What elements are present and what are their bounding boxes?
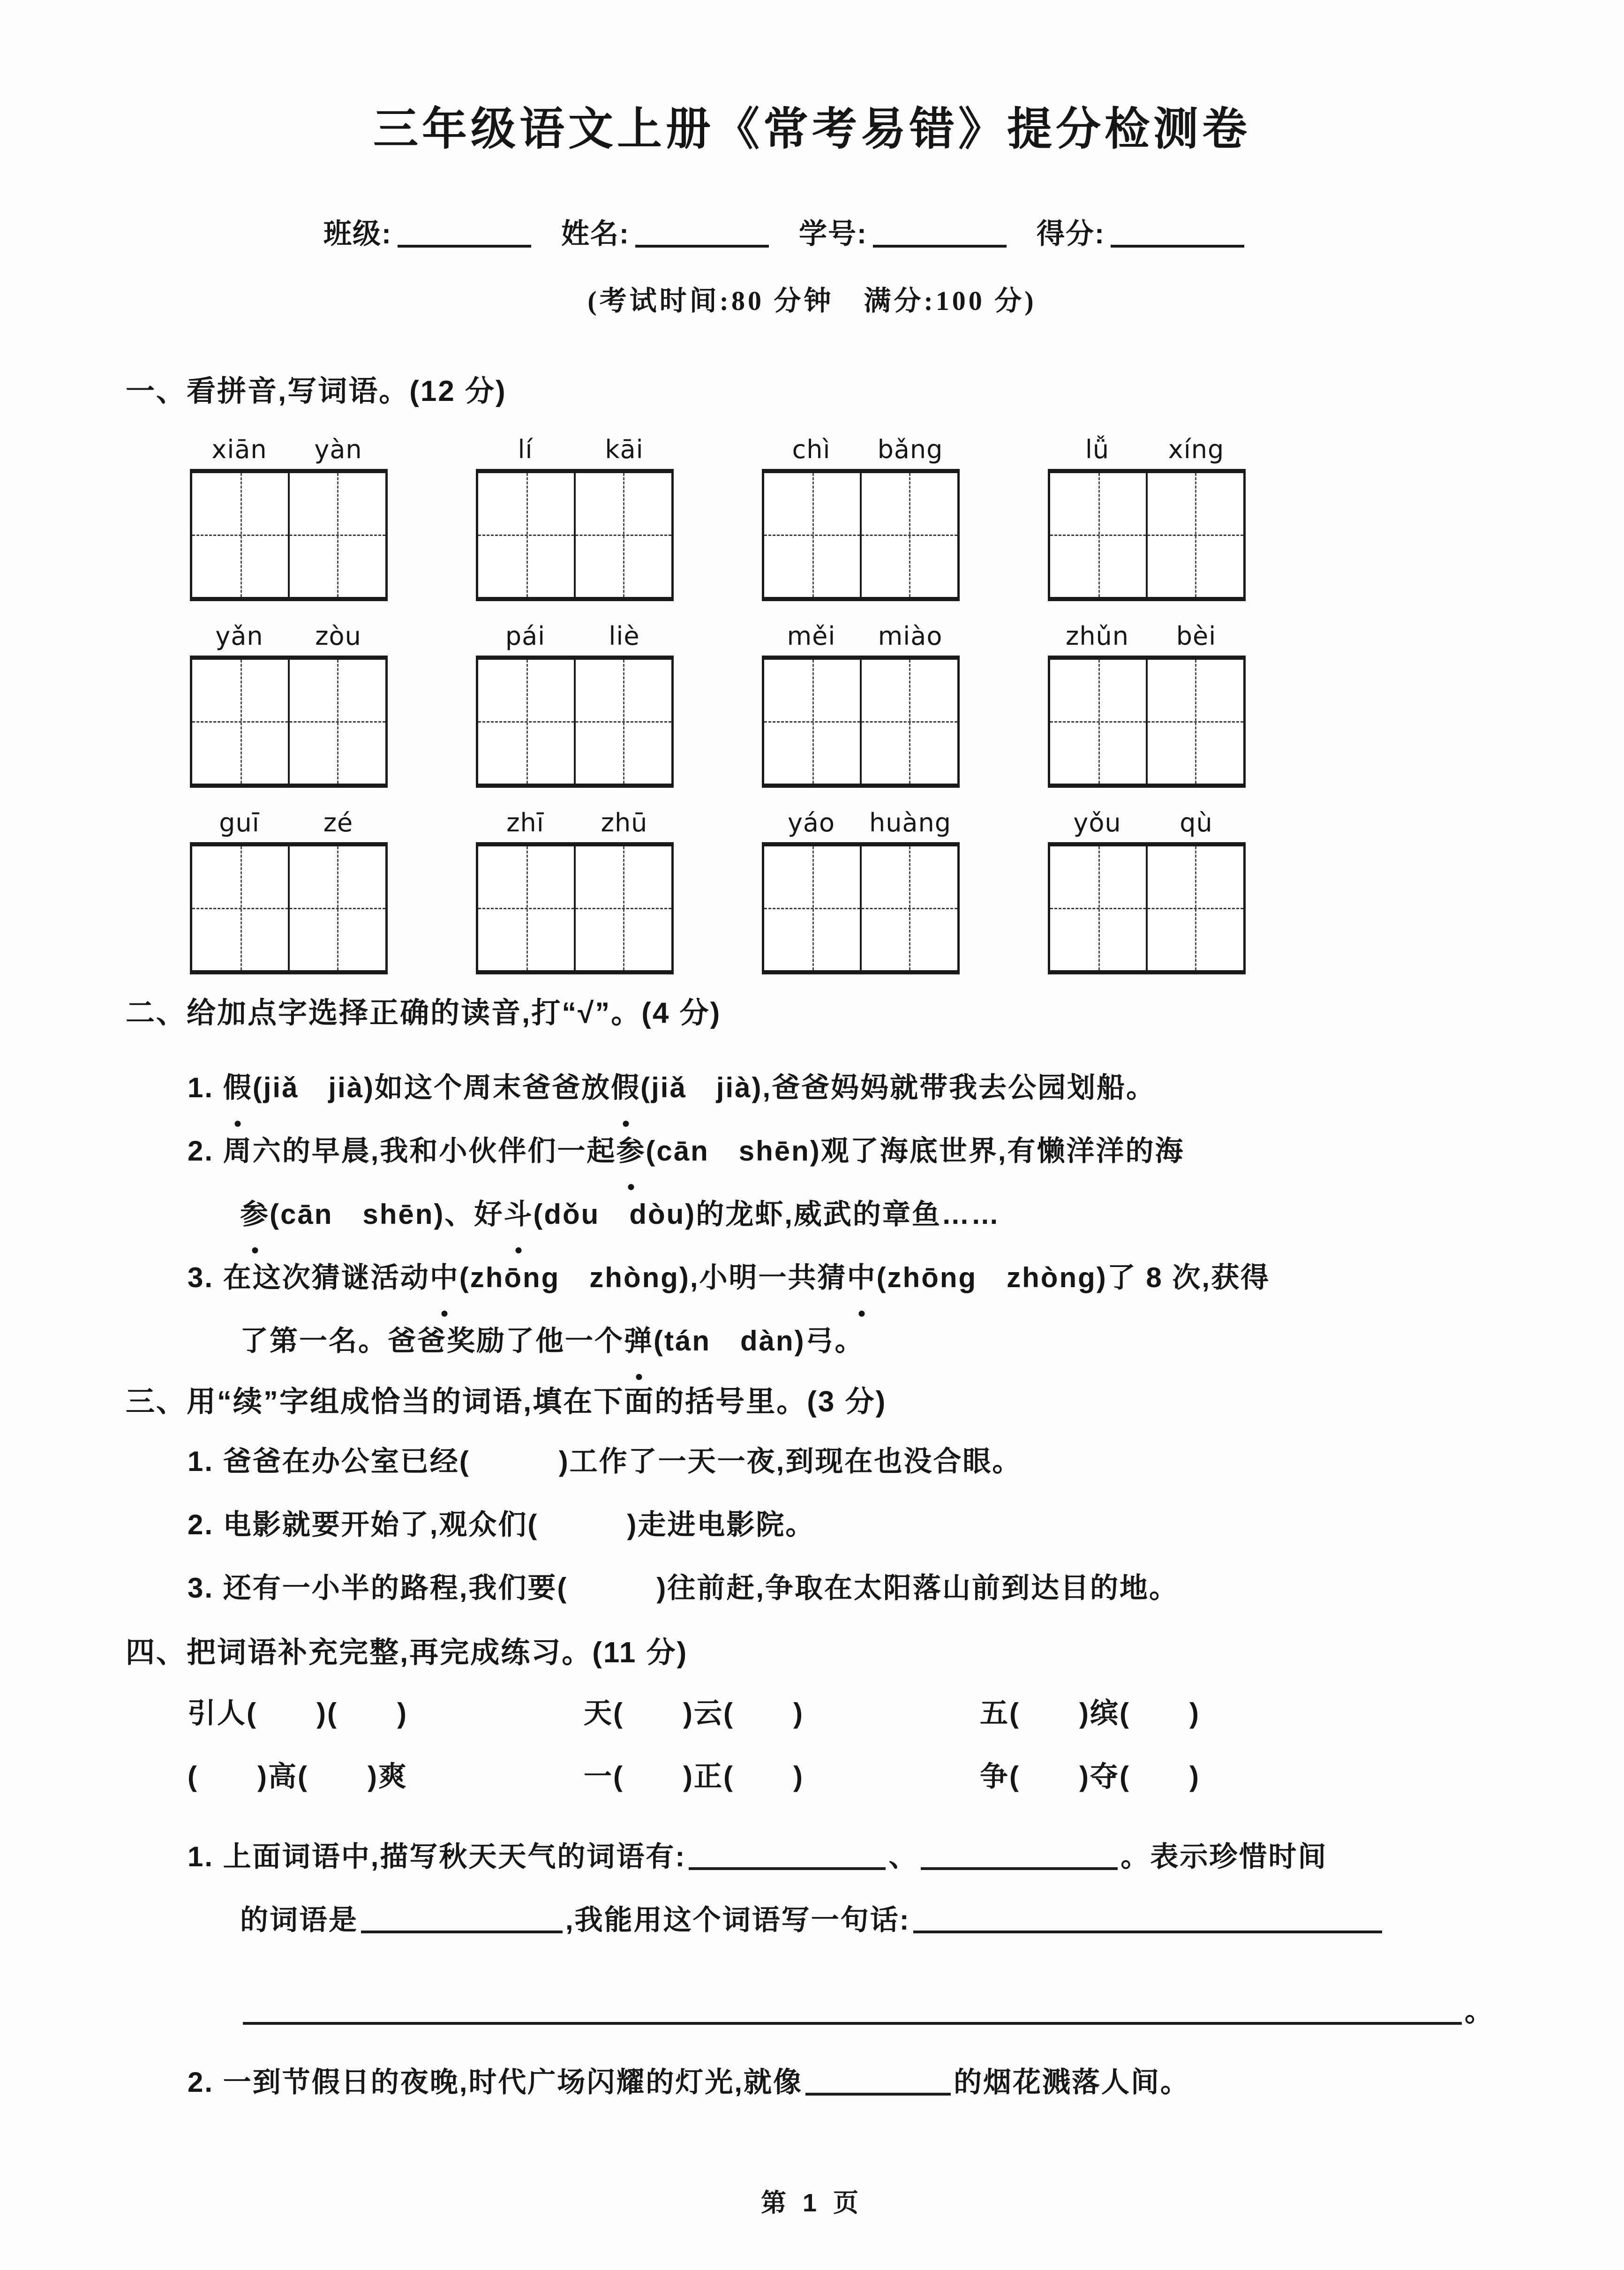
- dotted-char: 假: [611, 1056, 640, 1119]
- word-group: 引人( )( ): [188, 1697, 408, 1729]
- info-blank: [1111, 239, 1244, 248]
- pinyin-labels: [762, 437, 960, 462]
- pinyin-row-1: [190, 437, 1624, 601]
- writing-grid: [762, 842, 960, 974]
- info-label: 姓名:: [561, 218, 630, 249]
- blank-underline: [921, 1846, 1118, 1870]
- pinyin-labels: [190, 437, 388, 462]
- text-run: 1. 上面词语中,描写秋天天气的词语有:: [188, 1841, 686, 1872]
- pinyin-syllable: zé: [323, 808, 353, 837]
- writing-grid: [476, 469, 674, 601]
- blank-underline: [361, 1909, 563, 1933]
- pinyin-row-3: [190, 810, 1624, 974]
- grid-line: [764, 908, 957, 909]
- text-run: 2. 周六的早晨,我和小伙伴们一起: [188, 1135, 617, 1167]
- pinyin-syllable: guī: [219, 808, 260, 837]
- grid-line: [1050, 535, 1243, 536]
- text-run: 的词语是: [240, 1904, 358, 1936]
- info-label: 得分:: [1036, 218, 1105, 249]
- info-blank: [873, 239, 1007, 248]
- text-run: (zhōng zhòng)了 8 次,获得: [876, 1262, 1271, 1293]
- pinyin-syllable: měi: [787, 621, 836, 651]
- word-group: ( )高( )爽: [188, 1761, 408, 1792]
- pinyin-labels: [476, 437, 674, 462]
- grid-line: [764, 535, 957, 536]
- text-line: 3. 还有一小半的路程,我们要( )往前赶,争取在太阳落山前到达目的地。: [188, 1572, 1179, 1604]
- info-blank: [398, 239, 531, 248]
- writing-grid: [476, 656, 674, 788]
- text-run: 、: [888, 1841, 918, 1872]
- writing-grid: [190, 469, 388, 601]
- text-run: (zhōng zhòng),小明一共猜: [459, 1262, 847, 1293]
- writing-grid: [762, 656, 960, 788]
- question-item-4-2: [0, 2051, 1624, 2114]
- writing-grid: [1048, 469, 1246, 601]
- info-field: [799, 218, 1007, 250]
- info-label: 班级:: [323, 218, 392, 249]
- writing-grid: [190, 842, 388, 974]
- pinyin-syllable: zòu: [315, 621, 361, 651]
- question-item-4-1: [0, 1825, 1624, 2043]
- pinyin-syllable: miào: [878, 621, 943, 651]
- text-line: [0, 1309, 1624, 1373]
- pinyin-syllable: chì: [792, 435, 831, 464]
- dotted-char: 斗: [504, 1183, 533, 1246]
- text-run: 。: [1465, 1996, 1494, 2027]
- pinyin-group: [190, 810, 388, 974]
- info-field: [323, 218, 531, 250]
- grid-line: [478, 721, 671, 723]
- pinyin-labels: [1048, 810, 1246, 836]
- text-run: (tán dàn)弓。: [654, 1325, 865, 1357]
- writing-grid: [1048, 656, 1246, 788]
- blank-underline: [243, 2000, 1462, 2025]
- text-run: (jiǎ jià),爸爸妈妈就带我去公园划船。: [640, 1072, 1156, 1103]
- grid-line: [192, 721, 385, 723]
- text-run: (dǒu dòu)的龙虾,威武的章鱼……: [533, 1199, 1000, 1230]
- pinyin-labels: [190, 621, 388, 651]
- pinyin-row-2: [190, 621, 1624, 788]
- text-line: [0, 1119, 1624, 1183]
- pinyin-syllable: kāi: [605, 435, 644, 464]
- pinyin-syllable: bǎng: [877, 435, 943, 464]
- pinyin-syllable: huàng: [869, 808, 952, 837]
- text-run: (jiǎ jià)如这个周末爸爸放: [252, 1072, 611, 1103]
- text-run: 1.: [188, 1072, 223, 1103]
- dotted-char: 弹: [624, 1309, 654, 1373]
- section-1-heading: 一、看拼音,写词语。(12 分): [126, 375, 507, 407]
- pinyin-syllable: xíng: [1168, 435, 1225, 464]
- pinyin-syllable: lǚ: [1085, 435, 1110, 464]
- text-run: ,我能用这个词语写一句话:: [565, 1904, 910, 1936]
- grid-line: [764, 721, 957, 723]
- info-blank: [635, 239, 769, 248]
- pinyin-syllable: bèi: [1176, 621, 1217, 651]
- writing-grid: [476, 842, 674, 974]
- text-line: [0, 2051, 1624, 2114]
- pinyin-syllable: zhī: [506, 808, 544, 837]
- question-item-2-3: [0, 1246, 1624, 1373]
- pinyin-labels: [1048, 621, 1246, 651]
- blank-underline: [913, 1909, 1382, 1933]
- pinyin-group: [476, 810, 674, 974]
- section-3-items: [0, 1430, 1624, 1620]
- pinyin-syllable: liè: [609, 621, 640, 651]
- dotted-char: 参: [616, 1119, 646, 1183]
- writing-grid: [762, 469, 960, 601]
- student-info-line: [0, 218, 1624, 250]
- page-title: 三年级语文上册《常考易错》提分检测卷: [373, 104, 1251, 154]
- grid-line: [192, 908, 385, 909]
- pinyin-syllable: zhǔn: [1065, 621, 1129, 651]
- pinyin-group: [762, 437, 960, 601]
- text-run: 3. 在这次猜谜活动: [188, 1262, 430, 1293]
- writing-grid: [190, 656, 388, 788]
- dotted-char: 中: [430, 1246, 459, 1309]
- word-completion-row-2: [0, 1745, 1624, 1808]
- pinyin-section: [0, 437, 1624, 974]
- text-line: [0, 1980, 1624, 2043]
- section-2-heading: 二、给加点字选择正确的读音,打“√”。(4 分): [126, 997, 722, 1029]
- dotted-char: 中: [847, 1246, 877, 1309]
- blank-underline: [689, 1846, 886, 1870]
- pinyin-group: [1048, 810, 1246, 974]
- pinyin-group: [190, 621, 388, 788]
- grid-line: [1050, 908, 1243, 909]
- section-4-heading: 四、把词语补充完整,再完成练习。(11 分): [126, 1637, 688, 1669]
- pinyin-labels: [476, 621, 674, 651]
- grid-line: [192, 535, 385, 536]
- grid-line: [1050, 721, 1243, 723]
- text-line: [0, 1246, 1624, 1309]
- section-3-heading: 三、用“续”字组成恰当的词语,填在下面的括号里。(3 分): [126, 1386, 887, 1418]
- word-group: 天( )云( ): [584, 1697, 804, 1729]
- pinyin-group: [476, 621, 674, 788]
- pinyin-group: [190, 437, 388, 601]
- word-group: 一( )正( ): [584, 1761, 804, 1792]
- pinyin-syllable: yǒu: [1073, 808, 1121, 837]
- pinyin-group: [1048, 621, 1246, 788]
- text-line: [0, 1183, 1624, 1246]
- info-label: 学号:: [798, 218, 867, 249]
- blank-underline: [805, 2071, 951, 2096]
- pinyin-group: [762, 810, 960, 974]
- pinyin-syllable: yáo: [787, 808, 835, 837]
- text-run: (cān shēn)、好: [270, 1199, 504, 1230]
- text-line: 1. 爸爸在办公室已经( )工作了一天一夜,到现在也没合眼。: [188, 1446, 1022, 1477]
- pinyin-group: [1048, 437, 1246, 601]
- text-line: 2. 电影就要开始了,观众们( )走进电影院。: [188, 1509, 815, 1540]
- question-item-2-2: [0, 1119, 1624, 1246]
- pinyin-labels: [762, 621, 960, 651]
- word-completion-row-1: [0, 1682, 1624, 1745]
- text-run: 2. 一到节假日的夜晚,时代广场闪耀的灯光,就像: [188, 2066, 803, 2098]
- pinyin-syllable: zhū: [601, 808, 648, 837]
- pinyin-syllable: qù: [1180, 808, 1213, 837]
- grid-line: [478, 908, 671, 909]
- word-group: 五( )缤( ): [980, 1697, 1200, 1729]
- pinyin-labels: [1048, 437, 1246, 462]
- writing-grid: [1048, 842, 1246, 974]
- info-field: [1037, 218, 1244, 250]
- text-run: (cān shēn)观了海底世界,有懒洋洋的海: [646, 1135, 1185, 1167]
- info-field: [561, 218, 769, 250]
- grid-line: [478, 535, 671, 536]
- pinyin-syllable: xiān: [211, 435, 267, 464]
- text-line: [0, 1056, 1624, 1119]
- pinyin-group: [476, 437, 674, 601]
- text-run: 了第一名。爸爸奖励了他一个: [240, 1325, 624, 1357]
- exam-info: (考试时间:80 分钟 满分:100 分): [587, 286, 1037, 316]
- question-item-2-1: [0, 1056, 1624, 1119]
- pinyin-syllable: yǎn: [215, 621, 263, 651]
- pinyin-syllable: yàn: [314, 435, 362, 464]
- dotted-char: 假: [223, 1056, 253, 1119]
- page-footer: 第 1 页: [760, 2189, 864, 2217]
- word-group: 争( )夺( ): [980, 1761, 1200, 1792]
- pinyin-labels: [476, 810, 674, 836]
- pinyin-syllable: lí: [518, 435, 533, 464]
- text-line: [0, 1825, 1624, 1888]
- text-run: 的烟花溅落人间。: [954, 2066, 1190, 2098]
- dotted-char: 参: [240, 1183, 270, 1246]
- pinyin-labels: [190, 810, 388, 836]
- text-line: [0, 1888, 1624, 1952]
- pinyin-syllable: pái: [505, 621, 546, 651]
- pinyin-labels: [762, 810, 960, 836]
- text-run: 。表示珍惜时间: [1120, 1841, 1328, 1872]
- pinyin-group: [762, 621, 960, 788]
